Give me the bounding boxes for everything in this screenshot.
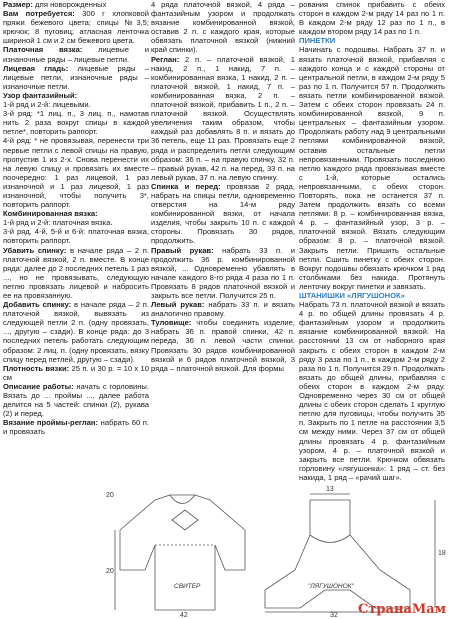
col2-paragraph	[151, 318, 295, 373]
col2-paragraph	[151, 246, 295, 301]
paragraph-heading: Вам потребуется:	[3, 9, 75, 19]
paragraph-text: 1-й ряд и 2-й: платочная вязка.	[3, 218, 113, 228]
measure-42: 42	[180, 612, 188, 619]
col1-paragraph	[3, 246, 149, 301]
col1-paragraph	[3, 227, 149, 245]
paragraph-text: Начинать с подошвы. Набрать 37 п. и вязать платочной вязкой, прибавляя с каждого конца и с каждой стороны от центральной петли, в каждом 2-м ряду 5 раз по 1 п. Получится 57 п. Продолжить вязать петли комбинированной вязкой. Затем с обеих сторон провязать 24 п. комбинированной вязкой, 9 п. центральных – фантазийным узором. Продолжать работу над 9 центральными петлями комбинированной вязкой, оставив остальные петли непровязанными. Провязать последнюю петлю каждого ряда провязывая вместе с 1-й, которые остались непровязанными, с обеих сторон. Повторять, пока не останется 37 п. Затем продолжить вязать со всеми петлями: 8 р. – комбинированная вязка, 4 р. – фантазийный узор, 3 р. – платочной вязкой. Вязать следующим образом: 8 р. – платочной вязкой. Закрыть петли. Пришить остальные петли. Сшить пинетку с обеих сторон. Вокруг подошвы обвязать крючком 1 ряд столбиками без накида. Протянуть ленточку вокруг пинетки и завязать.	[299, 45, 445, 291]
paragraph-text: в начале ряда – 2 п. платочной вязкой, 2 п. вместе. В конце ряда: далее до 2 последних петель 1 раз ..., но не провязывать, следующую петлю провязать лицевой и набросить ее на провязанную.	[3, 245, 149, 300]
col1-paragraph	[3, 91, 149, 100]
label-sviter: СВИТЕР	[174, 583, 201, 590]
col1-paragraph	[3, 100, 149, 109]
col1-paragraph	[3, 209, 149, 218]
paragraph-heading: Платочная вязка:	[3, 45, 83, 55]
measure-18: 18	[438, 550, 446, 557]
col1-paragraph	[3, 364, 149, 382]
col3-paragraph	[299, 45, 445, 291]
column-2	[151, 0, 295, 373]
col1-paragraph	[3, 382, 149, 418]
col1-paragraph	[3, 300, 149, 364]
paragraph-heading: Левый рукав:	[151, 300, 205, 310]
paragraph-text: в начале ряда – 2 п. платочной вязкой, вывязать из следующей петли 2 п. (одну провязать, ..., другую – сзади). В конце ряда: до 3 последних петель работать следующим образом: 2 лиц. п. (одну провязать, вязку спицу перед петлей, другую – сзади).	[3, 300, 149, 364]
section-heading: ПИНЕТКИ	[299, 36, 336, 46]
paragraph-text: 3-й ряд: *1 лиц. п., 3 лиц. п., намотав нить 2 раза вокруг спицы в каждой петле*, повторить раппорт.	[3, 109, 149, 137]
paragraph-heading: Спинка и перед:	[151, 181, 221, 191]
paragraph-heading: Описание работы:	[3, 381, 74, 391]
paragraph-text: 4 ряда платочной вязкой, 4 ряда – фантазийным узором и продолжать вязание комбинированной вязкой, оставив 2 п. с каждого края, которые обвязать платочной вязкой (нижний край спинки).	[151, 0, 295, 55]
column-1	[3, 0, 149, 437]
paragraph-text: 300 г хлопковой пряжи бежевого цвета; спицы №3,5; крючок; 8 пуговиц; атласная ленточка шириной 1 см и 2 см бежевого цвета.	[3, 9, 149, 46]
paragraph-text: 2 п. – платочной вязкой, 1 накид, 2 п., 1 накид, 7 п. – комбинированная вязка, 1 накид, 2 п. – платочной вязкой, 1 накид, 7 п. – комбинированная вязка, 2 п. – платочной вязкой, прибавить 1 п., 2 п. – платочной вязкой. Осуществлять увеличения таким образом, чтобы каждый раз добавлять 8 п. и вязать до 36 петель, еще 11 раз. Провязать еще 2 ряда и распределить петли следующим образом: 36 п. – на правую спинку, 32 п. – правый рукав, 42 п. на перед, 33 п. на левый рукав, 37 п. на левую спинку.	[151, 54, 295, 182]
paragraph-heading: Убавить спинку:	[3, 245, 67, 255]
paragraph-heading: Добавить спинку:	[3, 300, 72, 310]
paragraph-text: 1-й ряд и 2-й: лицевыми.	[3, 100, 91, 110]
watermark-part1: Страна	[358, 602, 412, 617]
col1-paragraph	[3, 109, 149, 136]
paragraph-heading: Правый рукав:	[151, 245, 214, 255]
paragraph-heading: Узор фантазийный:	[3, 90, 78, 100]
paragraph-heading: Реглан:	[151, 54, 180, 64]
col1-paragraph	[3, 218, 149, 227]
paragraph-text: Набрать 73 п. платочной вязкой и вязать 4 р. по общей длины провязать 4 р. фантазийным узором и продолжить вязание комбинированной вязкой. На расстоянии 13 см от наборного края закрыть с обеих сторон в каждом 2-м ряду 3 раза по 1 п., в каждом 2-м ряду 2 раза по 1 п. Получится 29 п. Продолжать вязать до общей длины, прибавляя с обеих сторон в каждом 2-м ряду. Одновременно через 30 см от общей длины с обеих сторон сделать 1 круглую петлю для пуговицы, чтобы получить 35 п. Закрыть по 1 петле на расстоянии 3,5 см между ними. Через 37 см от общей длины провязать 4 р. фантазийным узором, 4 р. – платочной вязкой и закрыть все петли. Крючком обвязать горловину «лягушонка»: 1 ряд – ст. без накида, 1 ряд – «рачий шаг».	[299, 300, 445, 482]
paragraph-heading: Плотность вязки:	[3, 363, 70, 373]
paragraph-text: лицевые ряды – лицевые петли, изнаночные ряды – изнаночные петли.	[3, 63, 149, 91]
paragraph-heading: Размер:	[3, 0, 33, 9]
label-lyagushonok: "ЛЯГУШОНОК"	[308, 583, 354, 590]
col1-paragraph	[3, 45, 149, 63]
measure-20b: 20	[106, 568, 114, 575]
paragraph-text: 25 п. и 30 р. = 10 х 10 см	[3, 363, 150, 382]
paragraph-heading: Туловище:	[151, 318, 192, 328]
col2-paragraph	[151, 0, 295, 55]
measure-32: 32	[330, 612, 338, 619]
paragraph-text: 4-й ряд: * не провязывая, перенести три первые петли с левой спицы на правую, пропустив 1 из 2-х. Снова перенести их на левую спицу и провязать их вместе поочередно: 1 раз лицевой, 1 раз изнаночной и 1 раз лицевой, 1 раз изнаночной, чтобы получить 3*, повторить раппорт.	[3, 136, 149, 210]
paragraph-text: для новорожденных	[32, 0, 107, 9]
col3-paragraph	[299, 36, 445, 45]
section-heading: ШТАНИШКИ «ЛЯГУШОНОК»	[299, 291, 405, 300]
col3-paragraph	[299, 291, 445, 300]
watermark-logo	[358, 602, 446, 617]
watermark-part2: Мам	[411, 602, 446, 617]
measure-13: 13	[326, 486, 334, 493]
pattern-diagram	[106, 486, 450, 619]
paragraph-text: начать с горловины. Вязать до ... проймы ..., далее работа делится на 5 частей: спинки (2), рукава (2) и перед.	[3, 381, 149, 419]
col1-paragraph	[3, 0, 149, 9]
paragraph-text: 3-й ряд, 4-й, 5-й и 6-й: платочная вязка, повторить раппорт.	[3, 227, 149, 246]
paragraph-text: провязав 2 ряда, набрать на спицы петли, одновременно отверстия на 14-м ряду комбинированной вязки, от начала изделия, чтобы закрыть 10 п. с каждой стороны. Провязать 30 рядов, продолжить.	[151, 181, 295, 246]
col2-paragraph	[151, 55, 295, 182]
measure-20a: 20	[106, 492, 114, 499]
column-3	[299, 0, 445, 482]
paragraph-heading: Комбинированная вязка:	[3, 209, 98, 219]
paragraph-heading: Лицевая гладь:	[3, 63, 69, 73]
paragraph-text: лицевые и изнаночные ряды – лицевые петли.	[3, 45, 149, 64]
col3-paragraph	[299, 300, 445, 482]
paragraph-text: рования спинок прибавить с обеих сторон в каждом 2-м ряду 14 раз по 1 п. В каждом 2-м ряду 12 раз по 1 п., в каждом втором ряду 14 раз по 1 п.	[299, 0, 445, 37]
paragraph-text: набрать 60 п. и провязать	[3, 418, 150, 437]
paragraph-text: набрать 33 п. и вязать аналогично правому.	[151, 300, 295, 319]
col2-paragraph	[151, 182, 295, 246]
col1-paragraph	[3, 64, 149, 91]
paragraph-heading: Вязание проймы-реглан:	[3, 418, 99, 428]
col2-paragraph	[151, 300, 295, 318]
pattern-diagram-lines	[110, 490, 450, 619]
col3-paragraph	[299, 0, 445, 36]
col1-paragraph	[3, 136, 149, 209]
col1-paragraph	[3, 418, 149, 436]
paragraph-text: набрать 33 п. и продолжить 36 р. комбинированной вязкой, ... Одновременно убавлять в начале каждого 8-го ряда 4 раза по 1 п. Провязать 8 рядов платочной вязкой и закрыть все петли. Получится 25 п.	[151, 245, 295, 300]
paragraph-text: чтобы соединить изделие, набрать 36 п. правой спинки, 42 п. переда, 36 п. левой части спинки. Провязать 30 рядов комбинированной вязкой и 6 рядов платочной вязкой, 3 ряда – платочной вязкой. Для формы	[151, 318, 295, 373]
col1-paragraph	[3, 9, 149, 45]
